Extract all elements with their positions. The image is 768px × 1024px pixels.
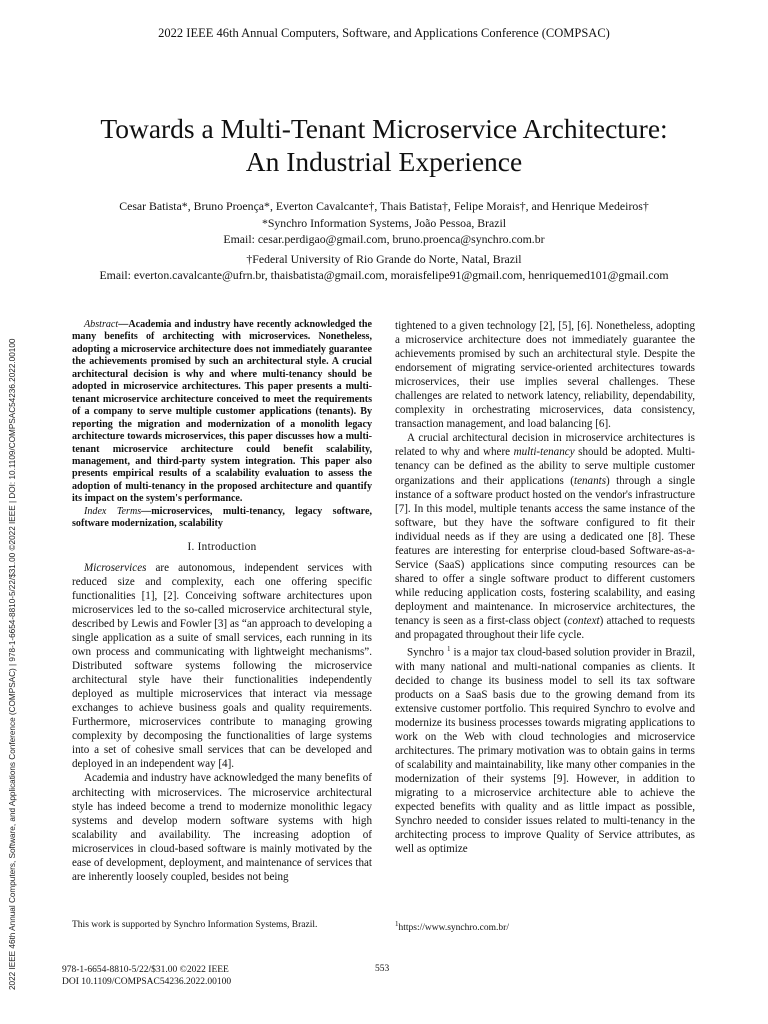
right-paragraph-3: [395, 642, 695, 856]
email-line-2: Email: everton.cavalcante@ufrn.br, thaisbatista@gmail.com, moraisfelipe91@gmail.com, henriquemed101@gmail.com: [99, 268, 669, 282]
p2-part-c: ) through a single instance of a software product hosted on the vendor's infrastructure [7]. In this model, multiple tenants access the same instance of the software, but they have the software configured to fit their individual needs as if they are using a dedicated one [8]. These features are interesting for enterprise cloud-based Software-as-a-Service (SaaS) applications since computing resources can be shared to offer a single software product to different customers while reducing application costs, fostering scalability, and easing deployment and maintenance. In microservice architectures, the tenancy is seen as a first-class object (: [395, 474, 695, 627]
right-paragraph-1: tightened to a given technology [2], [5], [6]. Nonetheless, adopting a microservice architecture does not immediately guarantee the achievements promised by such an architectural style. Despite the endorsement of migrating service-oriented architectures towards microservices, their use implies several challenges. These challenges are related to network latency, reliability, dependability, complexity in orchestrating microservices, data consistency, transaction management, and load balancing [6].: [395, 320, 695, 431]
footnote-funding: This work is supported by Synchro Information Systems, Brazil.: [72, 920, 318, 930]
affiliation-2: †Federal University of Rio Grande do Norte, Natal, Brazil: [246, 251, 522, 266]
index-terms-text: —microservices, multi-tenancy, legacy software, software modernization, scalability: [72, 505, 372, 530]
footnote-url-marker: 1: [395, 920, 399, 928]
author-names: Cesar Batista*, Bruno Proença*, Everton Cavalcante†, Thais Batista†, Felipe Morais†, and Henrique Medeiros†: [119, 199, 649, 213]
p3-part-b: is a major tax cloud-based solution provider in Brazil, with many national and multi-national companies as clients. It decided to change its business model to sell its tax software products on a SaaS basis due to the growing demand from its extensive customer portfolio. This required Synchro to evolve and modernize its business processes towards migrating applications to work on the Web with cloud technologies and microservice architectures. The primary motivation was to obtain gains in terms of scalability and maintainability, like many other companies in the modernization of their systems [9]. However, in addition to migrating to a microservice architecture able to achieve the expected benefits with quality and as little impact as possible, Synchro needed to consider issues related to multi-tenancy in the architecting process to improve Quality of Service attributes, as well as optimize: [395, 646, 696, 856]
abstract: [72, 319, 372, 506]
index-terms: [72, 506, 372, 531]
p2-part-a: A crucial architectural decision in microservice architectures is related to why and where: [395, 432, 695, 459]
isbn-line: 978-1-6654-8810-5/22/$31.00 ©2022 IEEE: [62, 965, 229, 975]
conference-header: 2022 IEEE 46th Annual Computers, Software, and Applications Conference (COMPSAC): [158, 26, 610, 40]
right-column: [395, 319, 695, 856]
left-column: [72, 319, 372, 884]
email-line-1: Email: cesar.perdigao@gmail.com, bruno.proenca@synchro.com.br: [223, 232, 545, 246]
right-paragraph-2: [395, 431, 695, 642]
side-copyright-strip: 2022 IEEE 46th Annual Computers, Software, and Applications Conference (COMPSAC) | 978-1-6654-8810-5/22/$31.00 ©2022 IEEE | DOI: 10.1109/COMPSAC54236.2022.00100: [8, 338, 17, 990]
affiliation-1: *Synchro Information Systems, João Pessoa, Brazil: [261, 215, 507, 230]
copyright-block: [62, 964, 231, 988]
p3-part-a: Synchro: [407, 646, 448, 659]
abstract-label: Abstract: [84, 319, 119, 330]
footnote-url: [395, 920, 509, 933]
microservices-term: Microservices: [84, 561, 147, 574]
title-line-2: An Industrial Experience: [245, 146, 523, 177]
context-term: context: [567, 614, 600, 627]
multi-tenancy-term: multi-tenancy: [513, 446, 575, 459]
intro-paragraph-1-text: are autonomous, independent services with reduced size and complexity, each one offering specific functionalities [1], [2]. Conceiving software architectures upon microservices led to the so-called microservice architectural style, described by Lewis and Fowler [3] as “an approach to developing a single application as a suite of small services, each running in its own process and communicating with lightweight mechanisms”. Distributed software systems following the microservice architectural style have their functionalities independently deployed as multiple microservices that interact via message exchanges to achieve business goals and quality requirements. Furthermore, microservices contribute to managing growing complexity by decomposing the functionalities of large systems into a set of cohesive small services that can be developed and deployed in an independent way [4].: [72, 561, 372, 771]
tenants-term: tenants: [573, 474, 607, 487]
footnote-url-text: https://www.synchro.com.br/: [398, 923, 509, 934]
section-heading-introduction: I. Introduction: [187, 540, 257, 553]
title-line-1: Towards a Multi-Tenant Microservice Architecture:: [100, 113, 668, 144]
p2-part-d: ) attached to requests and propagated throughout their life cycle.: [395, 614, 695, 642]
index-terms-label: Index Terms: [84, 505, 142, 517]
footnote-marker: 1: [447, 645, 451, 654]
p2-part-b: should be adopted. Multi-tenancy can be defined as the ability to serve multiple customer organizations and their applications (: [395, 446, 695, 487]
doi-line: DOI 10.1109/COMPSAC54236.2022.00100: [62, 977, 232, 987]
paper-title: [40, 112, 728, 178]
author-block: [30, 198, 738, 284]
abstract-text: —Academia and industry have recently acknowledged the many benefits of architecting with microservices. Nonetheless, adopting a microservice architecture does not immediately guarantee the achievements promised by such an architectural style. A crucial architectural decision is why and where multi-tenancy should be adopted in microservice architectures. This paper presents a multi-tenant microservice architecture conceived to meet the requirements of a company to serve multiple customer applications (tenants). By reporting the migration and modernization of a monolith legacy architecture towards microservices, this paper discusses how a multi-tenant microservice architecture could benefit scalability, management, and third-party system integration. This paper also presents empirical results of a scalability evaluation to assess the adoption of multi-tenancy in the proposed architecture and quantify its impact on the system's performance.: [72, 319, 372, 505]
page-number: 553: [375, 964, 390, 974]
intro-paragraph-1: [72, 561, 372, 772]
intro-paragraph-2: Academia and industry have acknowledged the many benefits of architecting with microservices. The microservice architectural style has indeed become a trend to modernize monolithic legacy systems and develop modern software systems with high scalability and availability. The increasing adoption of microservices in cloud-based software is mainly motivated by the ease of development, deployment, and maintenance of services that are inherently loosely coupled, besides not being: [72, 772, 372, 883]
